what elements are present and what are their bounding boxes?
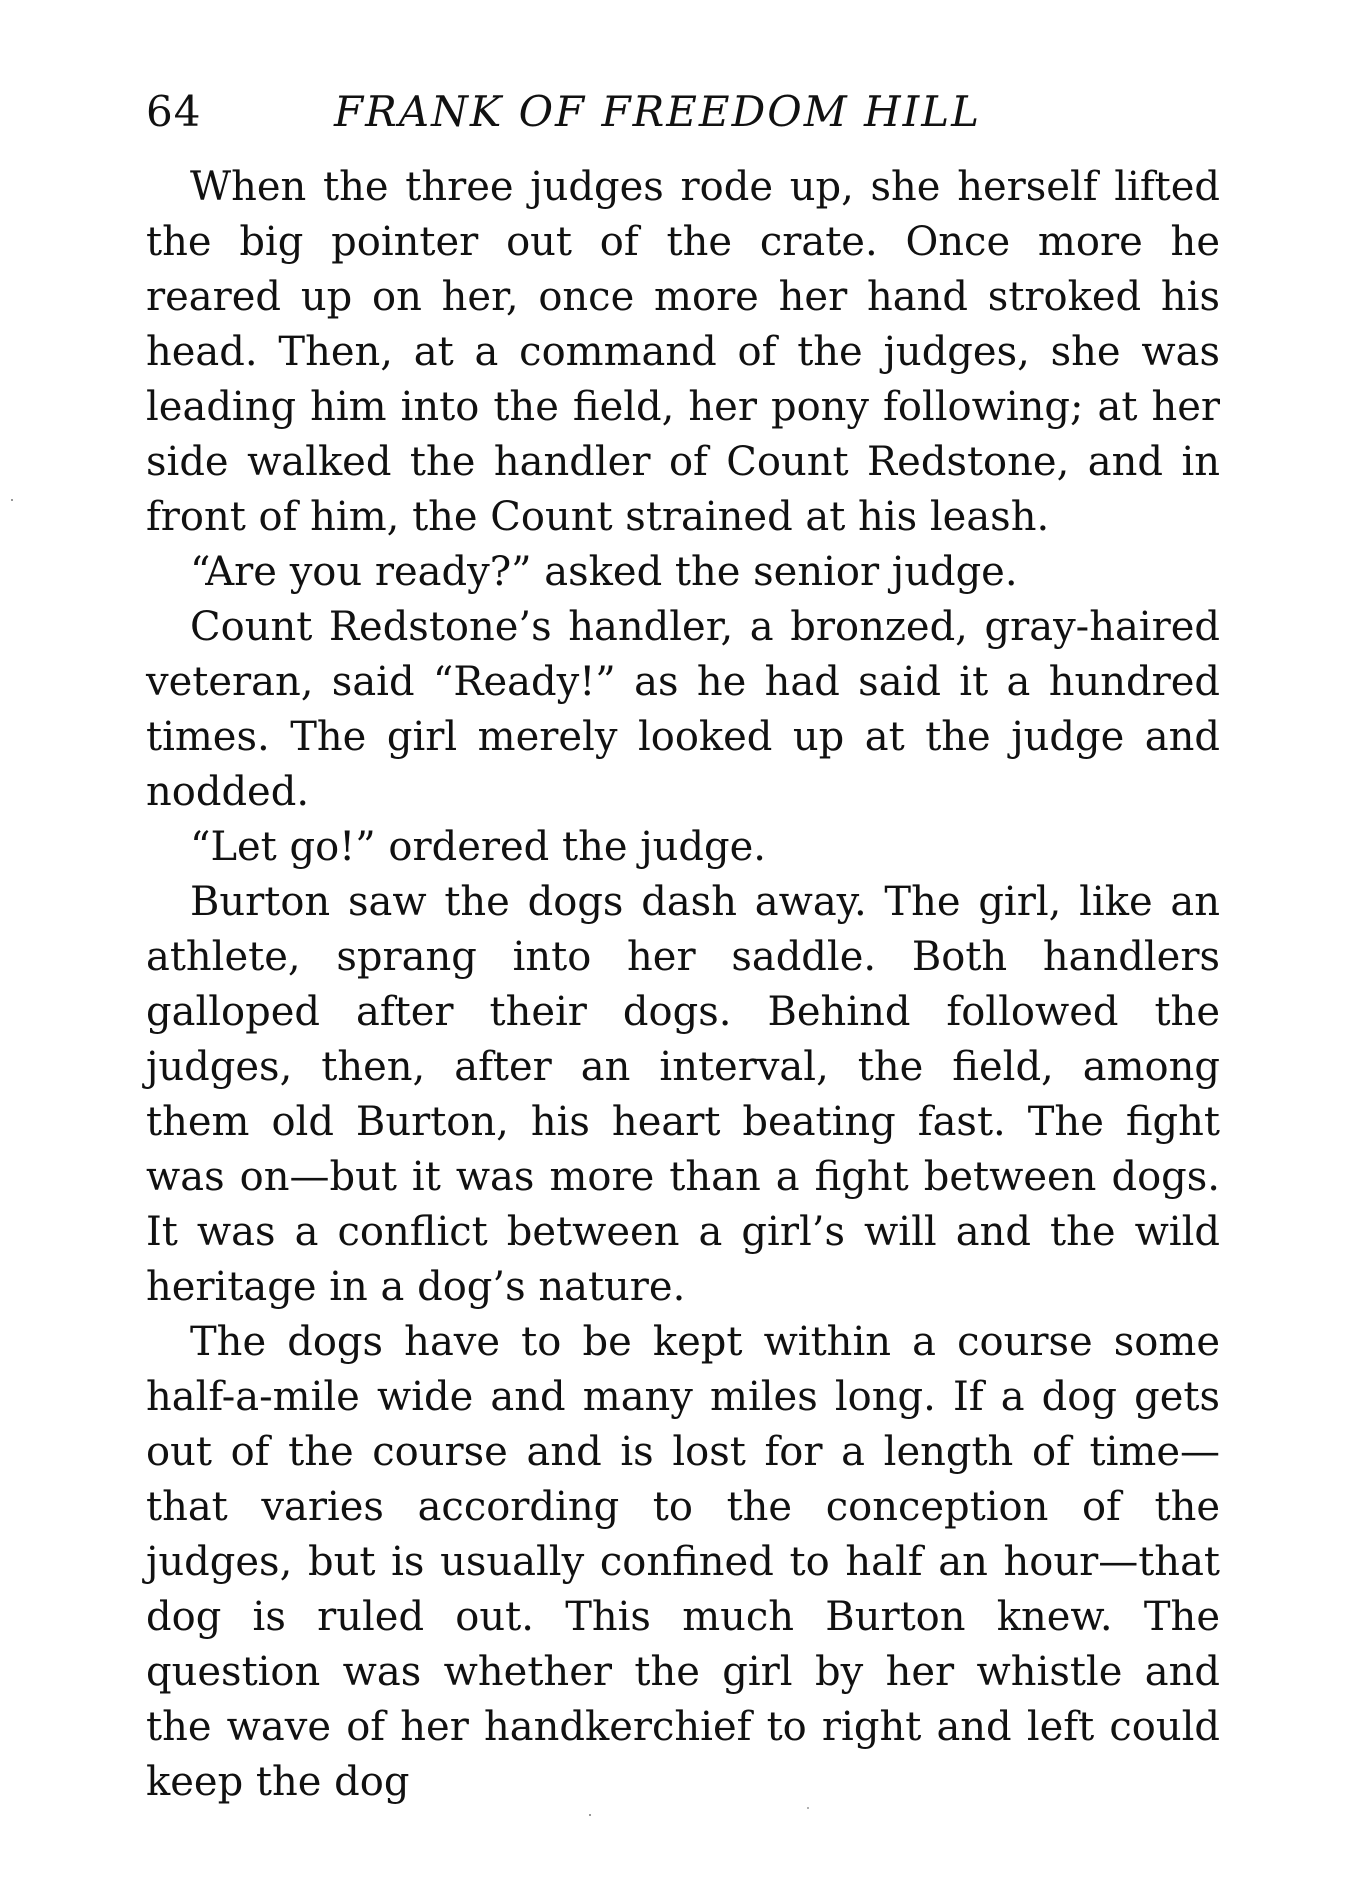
paragraph: Count Redstone’s handler, a bronzed, gray-haired veteran, said “Ready!” as he had said it a hundred times. The girl merely looked up at the judge and nodded. (146, 604, 1220, 815)
dust-speck (589, 1814, 591, 1816)
dust-speck (11, 499, 13, 501)
page-header (146, 82, 1220, 142)
paragraph: Burton saw the dogs dash away. The girl, like an athlete, sprang into her saddle. Both handlers galloped after their dogs. Behind followed the judges, then, after an interval, the field, among them old Burton, his heart beating fast. The fight was on—but it was more than a fight between dogs. It was a conflict between a girl’s will and the wild heritage in a dog’s nature. (146, 879, 1220, 1310)
body-text (146, 160, 1220, 1810)
running-title: FRANK OF FREEDOM HILL (334, 87, 982, 136)
paragraph: The dogs have to be kept within a course some half-a-mile wide and many miles long. If a dog gets out of the course and is lost for a length of time—that varies according to the conception of the judges, but is usually confined to half an hour—that dog is ruled out. This much Burton knew. The question was whether the girl by her whistle and the wave of her handkerchief to right and left could keep the dog (146, 1319, 1220, 1805)
paragraph: When the three judges rode up, she herself lifted the big pointer out of the crate. Once more he reared up on her, once more her hand stroked his head. Then, at a command of the judges, she was leading him into the field, her pony following; at her side walked the handler of Count Redstone, and in front of him, the Count strained at his leash. (146, 164, 1220, 540)
paragraph: “Let go!” ordered the judge. (190, 824, 766, 870)
paragraph: “Are you ready?” asked the senior judge. (190, 549, 1018, 595)
page-number: 64 (146, 87, 202, 136)
